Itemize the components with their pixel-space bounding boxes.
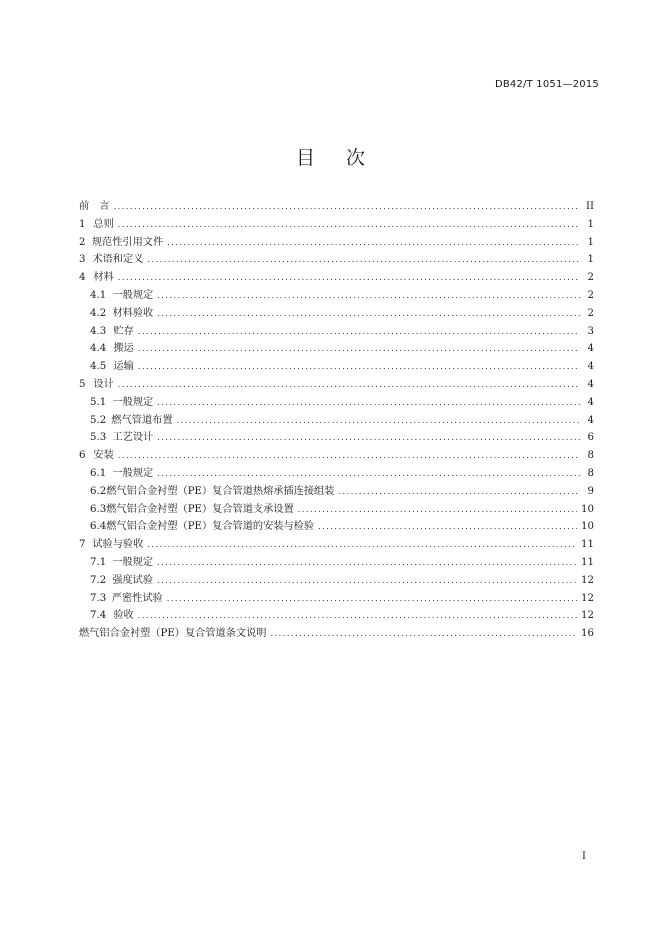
toc-entry[interactable] — [79, 358, 594, 376]
toc-entry-page: 16 — [581, 628, 594, 640]
toc-leader-dots — [270, 625, 577, 643]
toc-entry-label: 一般规定 — [112, 556, 154, 568]
toc-entry-number: 2 — [79, 236, 86, 248]
toc-entry[interactable] — [79, 590, 594, 608]
toc-leader-dots — [157, 465, 580, 483]
toc-entry-label: 燃气铝合金衬塑（PE）复合管道的安装与检验 — [106, 521, 315, 533]
toc-entry-page: 1 — [587, 254, 594, 266]
toc-entry-number: 6.4 — [90, 521, 107, 533]
toc-leader-dots — [138, 607, 577, 625]
toc-entry[interactable] — [79, 607, 594, 625]
toc-entry-page: 12 — [581, 610, 594, 622]
toc-leader-dots — [157, 394, 580, 412]
toc-entry-label: 一般规定 — [112, 467, 154, 479]
toc-entry-page: 4 — [587, 361, 594, 373]
toc-leader-dots — [147, 536, 577, 554]
toc-entry-label: 材料 — [93, 272, 114, 284]
toc-entry-page: 10 — [581, 503, 594, 515]
toc-entry[interactable] — [79, 305, 594, 323]
toc-entry-number: 5 — [79, 378, 86, 390]
toc-entry-number: 4.5 — [90, 361, 107, 373]
toc-leader-dots — [157, 429, 580, 447]
toc-leader-dots — [157, 554, 577, 572]
toc-entry-page: 4 — [587, 414, 594, 426]
toc-entry[interactable] — [79, 572, 594, 590]
toc-entry-number: 7.1 — [90, 556, 107, 568]
toc-entry[interactable] — [79, 465, 594, 483]
toc-entry-number: 6.2 — [90, 485, 107, 497]
toc-entry-page: 1 — [587, 236, 594, 248]
toc-entry-page: 3 — [587, 325, 594, 337]
toc-entry-page: 2 — [587, 289, 594, 301]
toc-entry-page: 12 — [581, 574, 594, 586]
document-code: DB42/T 1051—2015 — [494, 79, 599, 90]
toc-entry[interactable] — [79, 625, 594, 643]
toc-leader-dots — [157, 287, 580, 305]
toc-entry-number: 7.3 — [90, 592, 107, 604]
toc-entry-page: 6 — [587, 432, 594, 444]
toc-leader-dots — [157, 572, 577, 590]
toc-entry-number: 4.4 — [90, 343, 107, 355]
toc-entry-page: 4 — [587, 378, 594, 390]
toc-entry-number: 7.4 — [90, 610, 107, 622]
toc-leader-dots — [157, 305, 580, 323]
toc-entry-page: II — [585, 201, 594, 212]
toc-entry[interactable] — [79, 429, 594, 447]
toc-entry-label: 燃气铝合金衬塑（PE）复合管道条文说明 — [79, 628, 267, 640]
toc-entry-number: 7.2 — [90, 574, 107, 586]
toc-entry[interactable] — [79, 376, 594, 394]
toc-leader-dots — [167, 234, 580, 252]
page-title — [0, 143, 662, 170]
toc-entry[interactable] — [79, 323, 594, 341]
toc-entry-label: 搬运 — [113, 343, 134, 355]
toc-entry-number: 4.3 — [90, 325, 107, 337]
toc-entry-page: 2 — [587, 272, 594, 284]
page-number: I — [582, 851, 586, 862]
toc-leader-dots — [114, 198, 580, 216]
toc-entry-label: 前 言 — [79, 201, 110, 212]
toc-entry-page: 4 — [587, 343, 594, 355]
toc-entry-page: 11 — [581, 539, 594, 551]
toc-entry-label: 贮存 — [113, 325, 134, 337]
toc-entry[interactable] — [79, 412, 594, 430]
toc-entry-page: 11 — [581, 556, 594, 568]
toc-leader-dots — [138, 340, 580, 358]
toc-entry-label: 验收 — [113, 610, 134, 622]
toc-entry-number: 4.2 — [90, 307, 107, 319]
toc-leader-dots — [338, 483, 580, 501]
toc-entry-label: 材料验收 — [112, 307, 154, 319]
toc-entry-page: 8 — [587, 467, 594, 479]
toc-entry[interactable] — [79, 216, 594, 234]
toc-entry[interactable] — [79, 536, 594, 554]
toc-leader-dots — [118, 216, 580, 234]
toc-entry-number: 6 — [79, 450, 86, 462]
toc-entry-page: 12 — [581, 592, 594, 604]
toc-entry-number: 6.1 — [90, 467, 107, 479]
toc-leader-dots — [118, 269, 580, 287]
toc-leader-dots — [318, 518, 577, 536]
toc-entry[interactable] — [79, 483, 594, 501]
toc-entry[interactable] — [79, 518, 594, 536]
toc-entry-label: 安装 — [93, 450, 114, 462]
toc-entry[interactable] — [79, 234, 594, 252]
toc-entry-label: 强度试验 — [112, 574, 154, 586]
toc-entry[interactable] — [79, 251, 594, 269]
toc-entry-page: 4 — [587, 396, 594, 408]
toc-entry[interactable] — [79, 269, 594, 287]
toc-entry[interactable] — [79, 340, 594, 358]
toc-entry[interactable] — [79, 198, 594, 216]
toc-entry[interactable] — [79, 287, 594, 305]
toc-entry[interactable] — [79, 501, 594, 519]
toc-entry[interactable] — [79, 554, 594, 572]
toc-entry-number: 5.2 — [90, 414, 107, 426]
toc-entry[interactable] — [79, 394, 594, 412]
toc-entry-number: 3 — [79, 254, 86, 266]
toc-entry-page: 10 — [581, 521, 594, 533]
toc-leader-dots — [177, 412, 580, 430]
toc-entry-page: 1 — [587, 218, 594, 230]
toc-entry-number: 4.1 — [90, 289, 107, 301]
toc-entry-label: 严密性试验 — [111, 592, 163, 604]
toc-entry-label: 一般规定 — [112, 396, 154, 408]
toc-entry-label: 燃气铝合金衬塑（PE）复合管道热熔承插连接组装 — [106, 485, 335, 497]
toc-entry-label: 设计 — [93, 378, 114, 390]
toc-entry-label: 术语和定义 — [92, 254, 144, 266]
toc-entry-number: 6.3 — [90, 503, 107, 515]
toc-entry-label: 规范性引用文件 — [91, 236, 164, 248]
toc-entry-number: 7 — [79, 539, 86, 551]
toc-entry-page: 9 — [587, 485, 594, 497]
toc-entry[interactable] — [79, 447, 594, 465]
toc-leader-dots — [138, 323, 580, 341]
title-char-2: 次 — [346, 147, 367, 169]
toc-entry-number: 1 — [79, 218, 86, 230]
toc-entry-page: 8 — [587, 450, 594, 462]
toc-entry-label: 燃气管道布置 — [111, 414, 173, 426]
toc-leader-dots — [298, 501, 577, 519]
toc-entry-number: 4 — [79, 272, 86, 284]
table-of-contents — [79, 198, 594, 643]
toc-entry-page: 2 — [587, 307, 594, 319]
toc-entry-number: 5.1 — [90, 396, 107, 408]
toc-entry-label: 工艺设计 — [112, 432, 154, 444]
toc-leader-dots — [118, 376, 580, 394]
toc-entry-label: 燃气铝合金衬塑（PE）复合管道支承设置 — [106, 503, 294, 515]
toc-leader-dots — [138, 358, 580, 376]
toc-entry-label: 总则 — [93, 218, 114, 230]
toc-entry-number: 5.3 — [90, 432, 107, 444]
toc-entry-label: 一般规定 — [112, 289, 154, 301]
toc-leader-dots — [167, 590, 577, 608]
title-char-1: 目 — [295, 147, 316, 169]
toc-entry-label: 试验与验收 — [92, 539, 144, 551]
toc-entry-label: 运输 — [113, 361, 134, 373]
toc-leader-dots — [118, 447, 580, 465]
toc-leader-dots — [147, 251, 580, 269]
